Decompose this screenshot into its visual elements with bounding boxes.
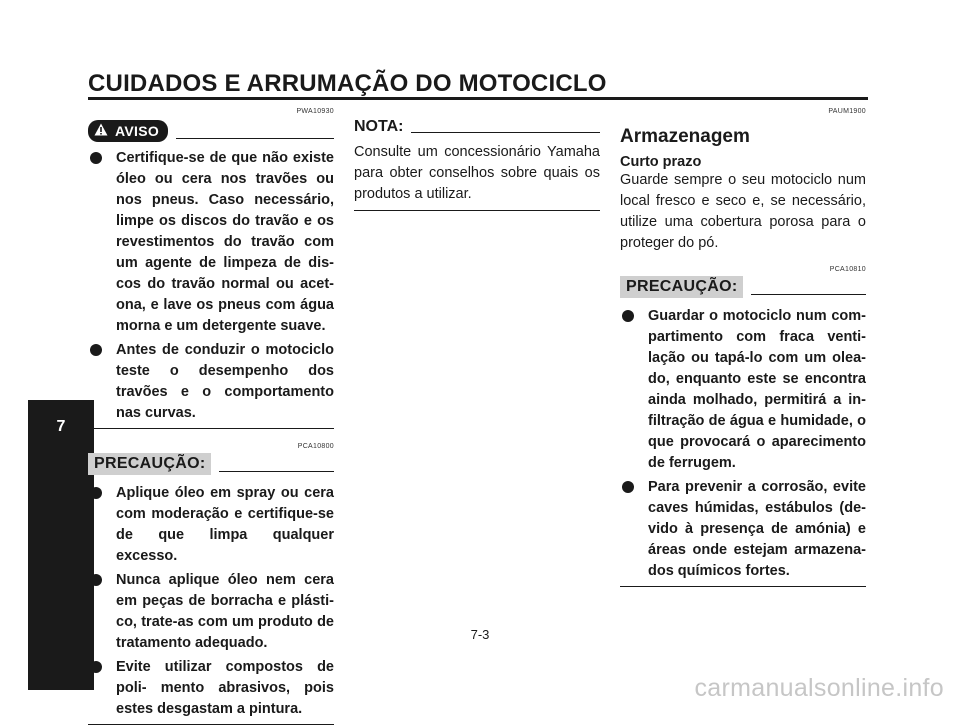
list-item: Guardar o motociclo num com- partimento com fraca venti- lação ou tapá-lo com um olea- do, enquanto este se encontra ainda molhado, permitirá a in- filtração de água e humidade, o que provocará o aparecimento de ferrugem. xyxy=(620,306,866,474)
page-title: CUIDADOS E ARRUMAÇÃO DO MOTOCICLO xyxy=(88,70,607,97)
caution-header-rule-right xyxy=(751,294,866,295)
caution-header-rule xyxy=(219,471,334,472)
warning-code: PWA10930 xyxy=(296,108,334,115)
bullet-icon xyxy=(622,481,634,493)
caution-block-right xyxy=(620,266,866,587)
bullet-icon xyxy=(622,310,634,322)
caution-code-right: PCA10810 xyxy=(829,266,866,273)
warning-header-rule xyxy=(176,138,334,139)
warning-list xyxy=(88,148,334,424)
list-item: Evite utilizar compostos de poli- mento abrasivos, pois estes desgastam a pintura. xyxy=(88,657,334,720)
warning-header xyxy=(88,120,334,142)
middle-column xyxy=(354,118,600,211)
chapter-tab xyxy=(28,400,94,690)
caution-end-rule-right xyxy=(620,586,866,587)
bullet-icon xyxy=(90,487,102,499)
caution-badge-right: PRECAUÇÃO: xyxy=(620,276,743,298)
caution-badge: PRECAUÇÃO: xyxy=(88,453,211,475)
warning-label: AVISO xyxy=(115,123,160,139)
note-text: Consulte um concessionário Yamaha para obter conselhos sobre quais os produtos a utilizar. xyxy=(354,144,600,202)
list-item: Para prevenir a corrosão, evite caves húmidas, estábulos (de- vido à presença de amónia) e áreas onde estejam armazena- dos químicos fortes. xyxy=(620,477,866,582)
bullet-icon xyxy=(90,152,102,164)
note-header-rule xyxy=(411,132,600,133)
list-item: Certifique-se de que não existe óleo ou cera nos travões ou nos pneus. Caso necessário, limpe os discos do travão e os revestimentos do travão com um agente de limpeza de dis- cos do travão normal ou acet- ona, e lave os pneus com água morna e um detergente suave. xyxy=(88,148,334,337)
section-code: PAUM1900 xyxy=(828,108,866,115)
bullet-icon xyxy=(90,574,102,586)
warning-end-rule xyxy=(88,428,334,429)
caution-list-right xyxy=(620,306,866,582)
list-item: Aplique óleo em spray ou cera com moderação e certifique-se de que limpa qualquer excesso. xyxy=(88,483,334,567)
section-subheading: Curto prazo xyxy=(620,154,702,170)
bullet-icon xyxy=(90,661,102,673)
page-number: 7-3 xyxy=(470,627,490,642)
caution-block xyxy=(88,443,334,725)
warning-badge xyxy=(88,120,168,142)
note-header xyxy=(354,118,600,136)
list-item: Antes de conduzir o motociclo teste o desempenho dos travões e o comportamento nas curvas. xyxy=(88,340,334,424)
note-label: NOTA: xyxy=(354,118,404,135)
right-column xyxy=(620,108,866,587)
title-rule xyxy=(88,97,868,100)
section-text: Guarde sempre o seu motociclo num local fresco e seco e, se necessário, utilize uma cobertura porosa para o proteger do pó. xyxy=(620,172,866,251)
caution-list xyxy=(88,483,334,720)
section-heading: Armazenagem xyxy=(620,126,750,147)
chapter-tab-label: 7 xyxy=(56,418,66,435)
bullet-icon xyxy=(90,344,102,356)
warning-triangle-icon xyxy=(94,123,108,139)
note-end-rule xyxy=(354,210,600,211)
caution-code: PCA10800 xyxy=(297,443,334,450)
watermark: carmanualsonline.info xyxy=(694,674,944,702)
list-item: Nunca aplique óleo nem cera em peças de borracha e plásti- co, trate-as com um produto de tratamento adequado. xyxy=(88,570,334,654)
